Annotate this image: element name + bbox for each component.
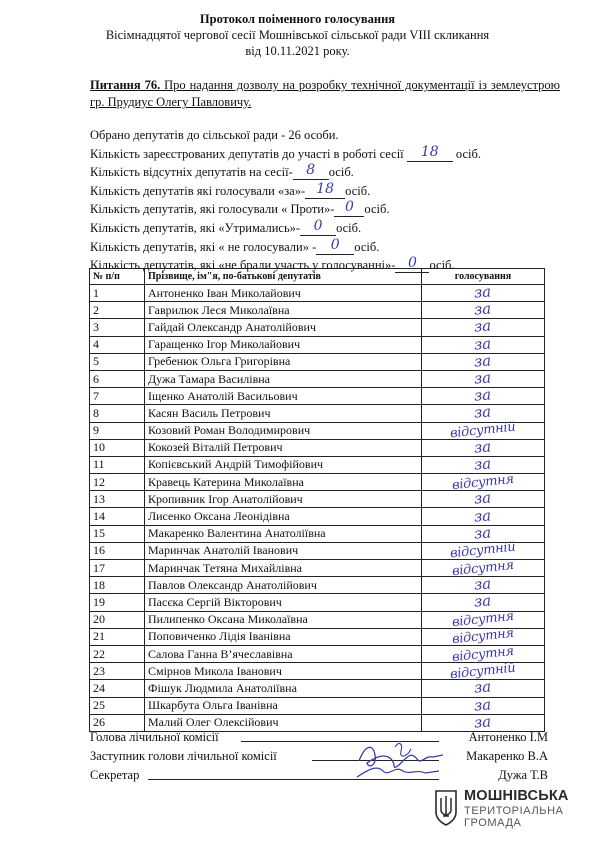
logo-line-3: ГРОМАДА [464, 817, 522, 829]
row-number: 18 [90, 577, 145, 594]
stat-abstain-label: Кількість депутатів, які «Утримались»- [90, 220, 301, 235]
deputy-name: Козовий Роман Володимирович [145, 422, 422, 439]
vote-cell [422, 488, 545, 508]
stat-absent [90, 163, 570, 182]
handwritten-vote: за [473, 334, 493, 354]
table-header-row [90, 269, 545, 285]
question-label: Питання 76. [90, 78, 161, 92]
handwritten-vote: за [473, 282, 493, 302]
handwritten-vote: відсутня [451, 626, 515, 648]
stat-for-blank [305, 180, 345, 199]
deputy-name: Фішук Людмила Анатоліївна [145, 680, 422, 697]
header-number: № п/п [90, 269, 145, 285]
handwritten-vote: за [473, 695, 493, 715]
row-number: 22 [90, 645, 145, 662]
deputy-name: Пилипенко Оксана Миколаївна [145, 611, 422, 628]
table-row [90, 336, 545, 353]
row-number: 7 [90, 388, 145, 405]
table-body [90, 282, 545, 732]
table-row [90, 439, 545, 456]
deputy-name: Гаращенко Ігор Миколайович [145, 336, 422, 353]
deputy-name: Маринчак Анатолій Іванович [145, 542, 422, 559]
chair-name: Антоненко І.М [468, 730, 548, 744]
table-row [90, 491, 545, 508]
stat-abstain [90, 219, 570, 238]
stat-registered-blank [407, 143, 453, 162]
deputy-name: Поповиченко Лідія Іванівна [145, 628, 422, 645]
stat-not-participated-label: Кількість депутатів, які «не брали участь у голосуванні»- [90, 258, 396, 273]
deputy-name: Гайдай Олександр Анатолійович [145, 319, 422, 336]
vote-cell [422, 456, 545, 473]
table-row [90, 628, 545, 645]
handwritten-vote: за [473, 574, 493, 594]
logo-line-1: МОШНІВСЬКА [464, 788, 569, 804]
secretary-name: Дужа Т.В [498, 768, 548, 782]
vote-cell [422, 419, 545, 442]
stat-not-voted-value: 0 [330, 236, 340, 253]
vote-cell [422, 677, 545, 697]
deputy-name: Макаренко Валентина Анатоліївна [145, 525, 422, 542]
row-number: 13 [90, 491, 145, 508]
stat-not-voted [90, 238, 570, 257]
vote-cell [422, 402, 545, 422]
roll-call-table [89, 268, 545, 732]
handwritten-vote: за [473, 712, 493, 732]
stat-abstain-value: 0 [313, 217, 323, 234]
deputy-name: Шкарбута Ольга Іванівна [145, 697, 422, 714]
stat-abstain-suffix: осіб. [336, 220, 362, 235]
row-number: 9 [90, 422, 145, 439]
handwritten-vote: за [473, 385, 493, 405]
row-number: 15 [90, 525, 145, 542]
table-row [90, 319, 545, 336]
deputy-name: Павлов Олександр Анатолійович [145, 577, 422, 594]
stat-not-voted-suffix: осіб. [354, 239, 380, 254]
vote-cell [422, 316, 545, 337]
stat-absent-value: 8 [306, 162, 316, 179]
table-row [90, 542, 545, 559]
vote-cell [422, 336, 545, 353]
handwritten-vote: відсутній [449, 419, 517, 442]
deputy-name: Макаренко В.А [466, 749, 548, 763]
table-row [90, 456, 545, 473]
row-number: 11 [90, 456, 145, 473]
row-number: 16 [90, 542, 145, 559]
vote-cell [422, 505, 545, 526]
row-number: 3 [90, 319, 145, 336]
table-row [90, 508, 545, 525]
table-row [90, 577, 545, 594]
handwritten-vote: за [473, 299, 493, 319]
session-line: Вісімнадцятої чергової сесії Мошнівської сільської ради VIII скликання [105, 28, 490, 42]
deputy-name: Дужа Тамара Василівна [145, 370, 422, 387]
deputy-name: Гребенюк Ольга Григорівна [145, 353, 422, 370]
table-row [90, 474, 545, 491]
signature-secretary [90, 766, 560, 784]
vote-cell [422, 608, 545, 631]
deputy-name: Лисенко Оксана Леонідівна [145, 508, 422, 525]
table-row [90, 353, 545, 370]
deputy-name: Малий Олег Олексійович [145, 714, 422, 731]
row-number: 17 [90, 560, 145, 577]
row-number: 1 [90, 285, 145, 302]
vote-cell [422, 591, 545, 612]
handwritten-vote: за [473, 454, 493, 474]
table-row [90, 560, 545, 577]
table-row [90, 422, 545, 439]
question-text [90, 77, 560, 111]
stat-not-voted-blank [316, 236, 354, 255]
deputy-name: Касян Василь Петрович [145, 405, 422, 422]
handwritten-vote: за [473, 351, 493, 371]
table-row [90, 611, 545, 628]
row-number: 19 [90, 594, 145, 611]
stat-against-blank [334, 199, 364, 217]
stat-not-participated-value: 0 [407, 255, 417, 272]
deputy-name: Іщенко Анатолій Васильович [145, 388, 422, 405]
table-row [90, 370, 545, 387]
stat-registered-value: 18 [420, 143, 439, 160]
table-row [90, 680, 545, 697]
stat-elected [90, 126, 570, 145]
table-row [90, 594, 545, 611]
stat-for-value: 18 [316, 180, 335, 197]
header-vote: голосування [422, 269, 545, 285]
stat-absent-blank [293, 162, 329, 180]
handwritten-vote: за [473, 368, 493, 388]
row-number: 25 [90, 697, 145, 714]
row-number: 21 [90, 628, 145, 645]
handwritten-vote: за [473, 488, 493, 508]
handwritten-vote: відсутня [451, 643, 515, 665]
stat-against-suffix: осіб. [364, 202, 390, 217]
table-row [90, 302, 545, 319]
vote-cell [422, 353, 545, 370]
vote-cell [422, 540, 545, 562]
handwritten-vote: відсутній [449, 660, 517, 683]
vote-cell [422, 697, 545, 714]
logo-line-2: ТЕРИТОРІАЛЬНА [464, 805, 564, 817]
deputy-name: Кокозей Віталій Петрович [145, 439, 422, 456]
deputy-name: Копієвський Андрій Тимофійович [145, 456, 422, 473]
stat-registered-label: Кількість зареєстрованих депутатів до участі в роботі сесії [90, 146, 404, 161]
handwritten-vote: відсутня [451, 471, 515, 493]
row-number: 20 [90, 611, 145, 628]
vote-cell [422, 439, 545, 456]
vote-cell [422, 626, 545, 648]
stat-against [90, 200, 570, 219]
row-number: 12 [90, 474, 145, 491]
handwritten-signature [355, 735, 447, 783]
table-row [90, 645, 545, 662]
vote-statistics [90, 126, 570, 275]
row-number: 4 [90, 336, 145, 353]
stat-absent-label: Кількість відсутніх депутатів на сесії- [90, 165, 293, 180]
vote-cell [422, 643, 545, 665]
stat-absent-suffix: осіб. [328, 165, 354, 180]
stat-for-label: Кількість депутатів які голосували «за»- [90, 183, 306, 198]
handwritten-vote: за [473, 437, 493, 457]
trident-emblem-icon [434, 788, 458, 826]
row-number: 23 [90, 663, 145, 680]
question-body: Про надання дозволу на розробку технічної документації із землеустрою гр. Прудиус Олегу Павловичу. [90, 78, 561, 109]
document-title: Протокол поіменного голосування [199, 12, 396, 26]
handwritten-vote: відсутній [449, 540, 517, 562]
deputy-role: Заступник голови лічильної комісії [90, 749, 277, 763]
handwritten-vote: відсутня [451, 557, 515, 579]
row-number: 6 [90, 370, 145, 387]
date-line: від 10.11.2021 року. [245, 44, 350, 58]
chair-role: Голова лічильної комісії [90, 730, 219, 744]
deputy-name: Кропивник Ігор Анатолійович [145, 491, 422, 508]
signature-chair [90, 728, 560, 746]
vote-cell [422, 525, 545, 542]
handwritten-vote: за [473, 316, 493, 337]
deputy-name: Пасєка Сергій Вікторович [145, 594, 422, 611]
handwritten-vote: за [473, 523, 493, 543]
deputy-name: Гаврилюк Леся Миколаївна [145, 302, 422, 319]
table-row [90, 525, 545, 542]
row-number: 8 [90, 405, 145, 422]
stat-against-value: 0 [344, 199, 354, 216]
stat-elected-text: Обрано депутатів до сільської ради - 26 особи. [90, 128, 339, 142]
deputy-name: Смірнов Микола Іванович [145, 663, 422, 680]
table-row [90, 663, 545, 680]
handwritten-vote: за [473, 677, 493, 697]
table-row [90, 405, 545, 422]
header-name: Прізвище, ім"я, по-батькові депутатів [145, 269, 422, 285]
row-number: 10 [90, 439, 145, 456]
secretary-role: Секретар [90, 768, 140, 782]
stat-registered-suffix: осіб. [455, 146, 481, 161]
handwritten-vote: відсутня [451, 608, 515, 631]
deputy-name: Салова Ганна В’ячеславівна [145, 645, 422, 662]
stat-abstain-blank [300, 217, 336, 236]
deputy-name: Маринчак Тетяна Михайлівна [145, 560, 422, 577]
row-number: 2 [90, 302, 145, 319]
handwritten-vote: за [473, 402, 493, 422]
handwritten-vote: за [473, 591, 493, 612]
table-row [90, 697, 545, 714]
handwritten-vote: за [473, 505, 493, 526]
stat-against-label: Кількість депутатів, які голосували « Проти»- [90, 202, 335, 217]
community-logo [434, 786, 584, 832]
row-number: 26 [90, 714, 145, 731]
stat-not-voted-label: Кількість депутатів, які « не голосували» - [90, 239, 317, 254]
row-number: 14 [90, 508, 145, 525]
stat-for [90, 182, 570, 201]
stat-for-suffix: осіб. [345, 183, 371, 198]
row-number: 24 [90, 680, 145, 697]
deputy-name: Антоненко Іван Миколайович [145, 285, 422, 302]
deputy-name: Кравець Катерина Миколаївна [145, 474, 422, 491]
stat-registered [90, 145, 570, 164]
signature-deputy [90, 747, 560, 765]
table-row [90, 388, 545, 405]
table-row [90, 285, 545, 302]
stat-not-participated-suffix: осіб. [429, 258, 455, 273]
row-number: 5 [90, 353, 145, 370]
